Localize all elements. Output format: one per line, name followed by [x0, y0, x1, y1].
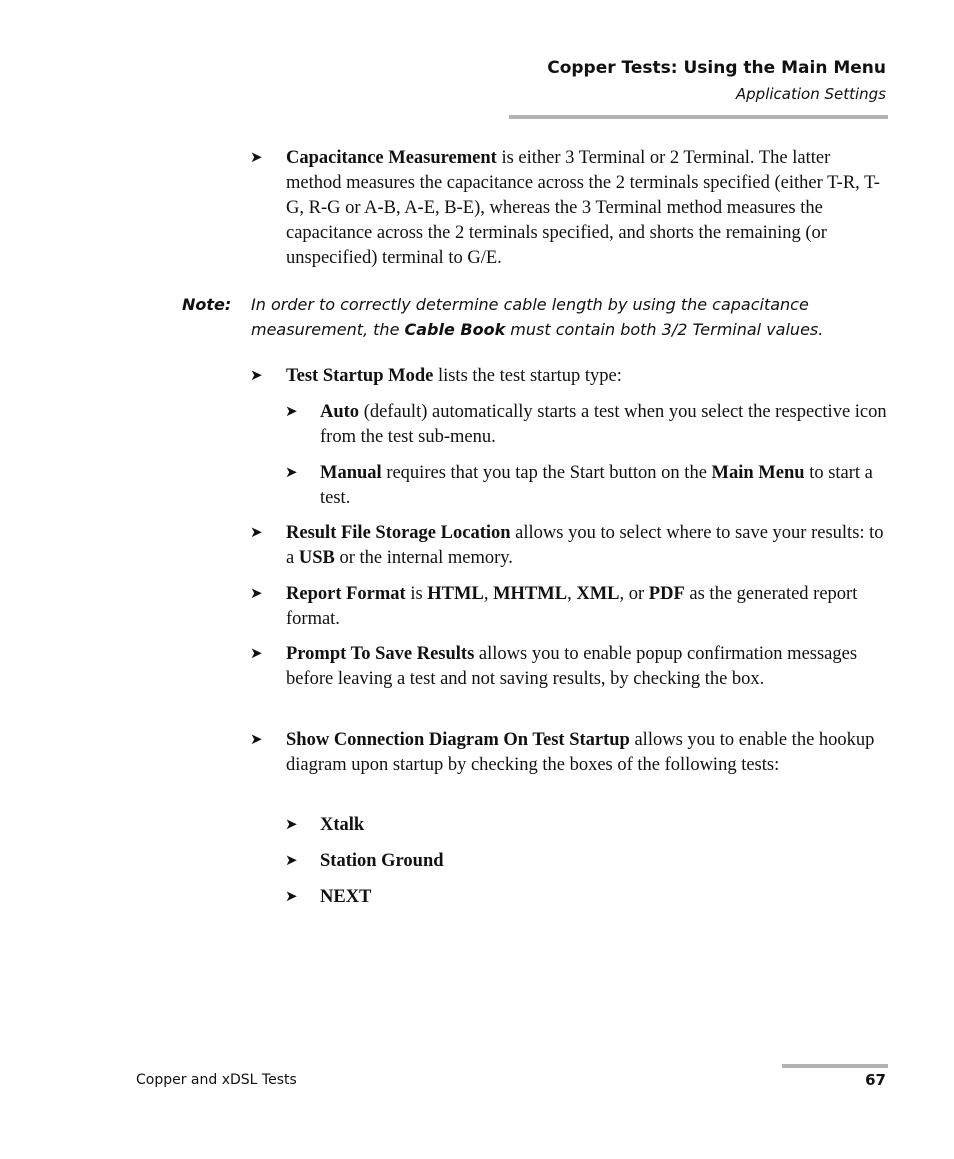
term-main-menu: Main Menu [711, 463, 805, 483]
list-item-result-file-storage-location [250, 521, 886, 571]
separator: , or [619, 584, 649, 604]
format-html: HTML [427, 584, 484, 604]
term: Auto [320, 402, 360, 422]
bullet-arrow-icon: ➤ [250, 368, 263, 384]
bullet-arrow-icon: ➤ [250, 525, 263, 541]
chapter-title: Copper Tests: Using the Main Menu [547, 58, 886, 78]
separator: is [405, 584, 428, 604]
bullet-arrow-icon: ➤ [285, 465, 298, 481]
section-subtitle: Application Settings [735, 85, 886, 103]
note-label: Note: [182, 295, 232, 314]
bullet-arrow-icon: ➤ [285, 853, 298, 869]
list-item-auto [285, 400, 888, 450]
separator: , [483, 584, 494, 604]
description: requires that you tap the Start button on the [381, 463, 712, 483]
term: Xtalk [320, 815, 365, 835]
bullet-arrow-icon: ➤ [250, 150, 263, 166]
description: allows you to enable the hookup diagram upon startup by checking the boxes of the following tests: [286, 730, 875, 775]
term: Result File Storage Location [286, 523, 511, 543]
list-item-next [285, 885, 888, 910]
bullet-arrow-icon: ➤ [285, 817, 298, 833]
footer-rule [782, 1064, 888, 1068]
list-item-report-format [250, 582, 886, 632]
note-text-after: must contain both 3/2 Terminal values. [505, 320, 824, 339]
description: lists the test startup type: [433, 366, 622, 386]
bullet-arrow-icon: ➤ [285, 404, 298, 420]
bullet-arrow-icon: ➤ [250, 646, 263, 662]
bullet-arrow-icon: ➤ [250, 732, 263, 748]
list-item-capacitance-measurement [250, 146, 886, 271]
format-xml: XML [576, 584, 620, 604]
list-item-xtalk [285, 813, 888, 838]
term: Manual [320, 463, 382, 483]
term: NEXT [320, 887, 372, 907]
bullet-arrow-icon: ➤ [250, 586, 263, 602]
term-usb: USB [298, 548, 335, 568]
format-mhtml: MHTML [493, 584, 568, 604]
term: Show Connection Diagram On Test Startup [286, 730, 630, 750]
separator: , [567, 584, 577, 604]
term: Station Ground [320, 851, 444, 871]
list-item-prompt-to-save-results [250, 642, 886, 692]
description-end: to start a test. [320, 463, 873, 508]
note-text-before: In order to correctly determine cable length by using the capacitance measurement, the [251, 295, 809, 339]
note-term: Cable Book [404, 320, 506, 339]
description: allows you to enable popup confirmation messages before leaving a test and not saving results, by checking the box. [286, 644, 858, 689]
page-number: 67 [865, 1071, 886, 1089]
list-item-station-ground [285, 849, 888, 874]
term: Test Startup Mode [286, 366, 434, 386]
description-end: or the internal memory. [334, 548, 513, 568]
description-end: as the generated report format. [286, 584, 858, 629]
description: is either 3 Terminal or 2 Terminal. The latter method measures the capacitance across the 2 terminals specified (either T-R, T-G, R-G or A-B, A-E, B-E), whereas the 3 Terminal method measures the capacitance across the 2 terminals specified, and shorts the remaining (or unspecified) terminal to G/E. [286, 148, 880, 268]
footer-document-title: Copper and xDSL Tests [136, 1072, 297, 1088]
format-pdf: PDF [648, 584, 685, 604]
list-item-test-startup-mode [250, 364, 886, 389]
header-rule [509, 115, 888, 119]
page-header [547, 56, 886, 105]
term: Prompt To Save Results [286, 644, 475, 664]
term: Report Format [286, 584, 406, 604]
bullet-arrow-icon: ➤ [285, 889, 298, 905]
list-item-show-connection-diagram [250, 728, 886, 778]
list-item-manual [285, 461, 888, 511]
description: (default) automatically starts a test when you select the respective icon from the test sub-menu. [320, 402, 887, 447]
description: allows you to select where to save your results: to a [286, 523, 884, 568]
term: Capacitance Measurement [286, 148, 497, 168]
note-text [251, 292, 871, 342]
